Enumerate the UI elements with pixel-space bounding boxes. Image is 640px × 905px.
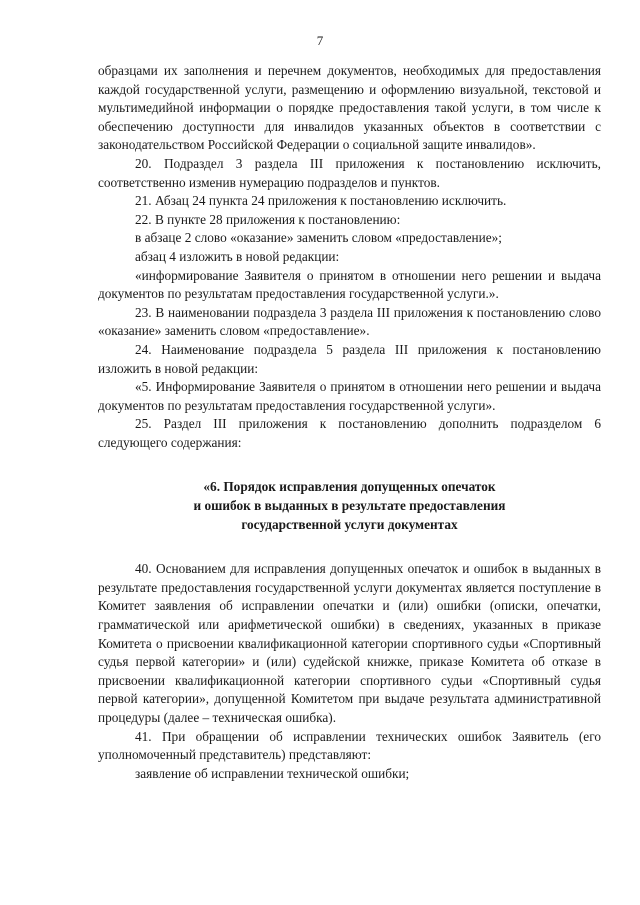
paragraph: 20. Подраздел 3 раздела III приложения к постановлению исключить, соответственно изменив нумерацию подразделов и пунктов.	[98, 155, 601, 190]
paragraph: 21. Абзац 24 пункта 24 приложения к постановлению исключить.	[135, 193, 507, 209]
paragraph: 24. Наименование подраздела 5 раздела III приложения к постановлению изложить в новой редакции:	[98, 341, 601, 376]
paragraph: 41. При обращении об исправлении технических ошибок Заявитель (его уполномоченный представитель) представляют:	[98, 728, 601, 763]
paragraph: 23. В наименовании подраздела 3 раздела III приложения к постановлению слово «оказание» заменить словом «предоставление».	[98, 304, 601, 339]
paragraph: 22. В пункте 28 приложения к постановлению:	[135, 211, 401, 227]
paragraph: в абзаце 2 слово «оказание» заменить словом «предоставление»;	[135, 230, 502, 246]
paragraph: 25. Раздел III приложения к постановлению дополнить подразделом 6 следующего содержания:	[98, 416, 601, 450]
paragraph: абзац 4 изложить в новой редакции:	[135, 248, 340, 264]
section-heading-line: и ошибок в выданных в результате предоставления	[193, 498, 506, 514]
section-heading-line: «6. Порядок исправления допущенных опечаток	[203, 479, 496, 495]
paragraph: «5. Информирование Заявителя о принятом в отношении него решении и выдача документов по результатам предоставления государственной услуги».	[98, 379, 601, 413]
document-body	[98, 62, 601, 783]
page-number: 7	[316, 33, 324, 48]
paragraph: 40. Основанием для исправления допущенных опечаток и ошибок в выданных в результате предоставления государственной услуги документах является поступление в Комитет заявления об исправлении опечатки и (или) ошибки (описки, опечатки, грамматической или арифметической ошибки) в сведениях, указанных в приказе Комитета о присвоении квалификационной категории спортивного судьи «Спортивный судья первой категории» и (или) судейской книжке, приказе Комитета об отказе в присвоении квалификационной категории спортивного судьи «Спортивный судья первой категории», допущенной Комитетом при выдаче результата административной процедуры (далее – техническая ошибка).	[98, 561, 601, 725]
paragraph: заявление об исправлении технической ошибки;	[135, 765, 410, 781]
paragraph: образцами их заполнения и перечнем документов, необходимых для предоставления каждой государственной услуги, размещению и оформлению визуальной, текстовой и мультимедийной информации о порядке предоставления такой услуги, в том числе к обеспечению доступности для инвалидов указанных объектов в соответствии с законодательством Российской Федерации о социальной защите инвалидов».	[98, 63, 601, 153]
section-heading-line: государственной услуги документах	[241, 516, 458, 532]
paragraph: «информирование Заявителя о принятом в отношении него решении и выдача документов по результатам предоставления государственной услуги.».	[98, 267, 601, 302]
section-heading	[98, 478, 601, 534]
